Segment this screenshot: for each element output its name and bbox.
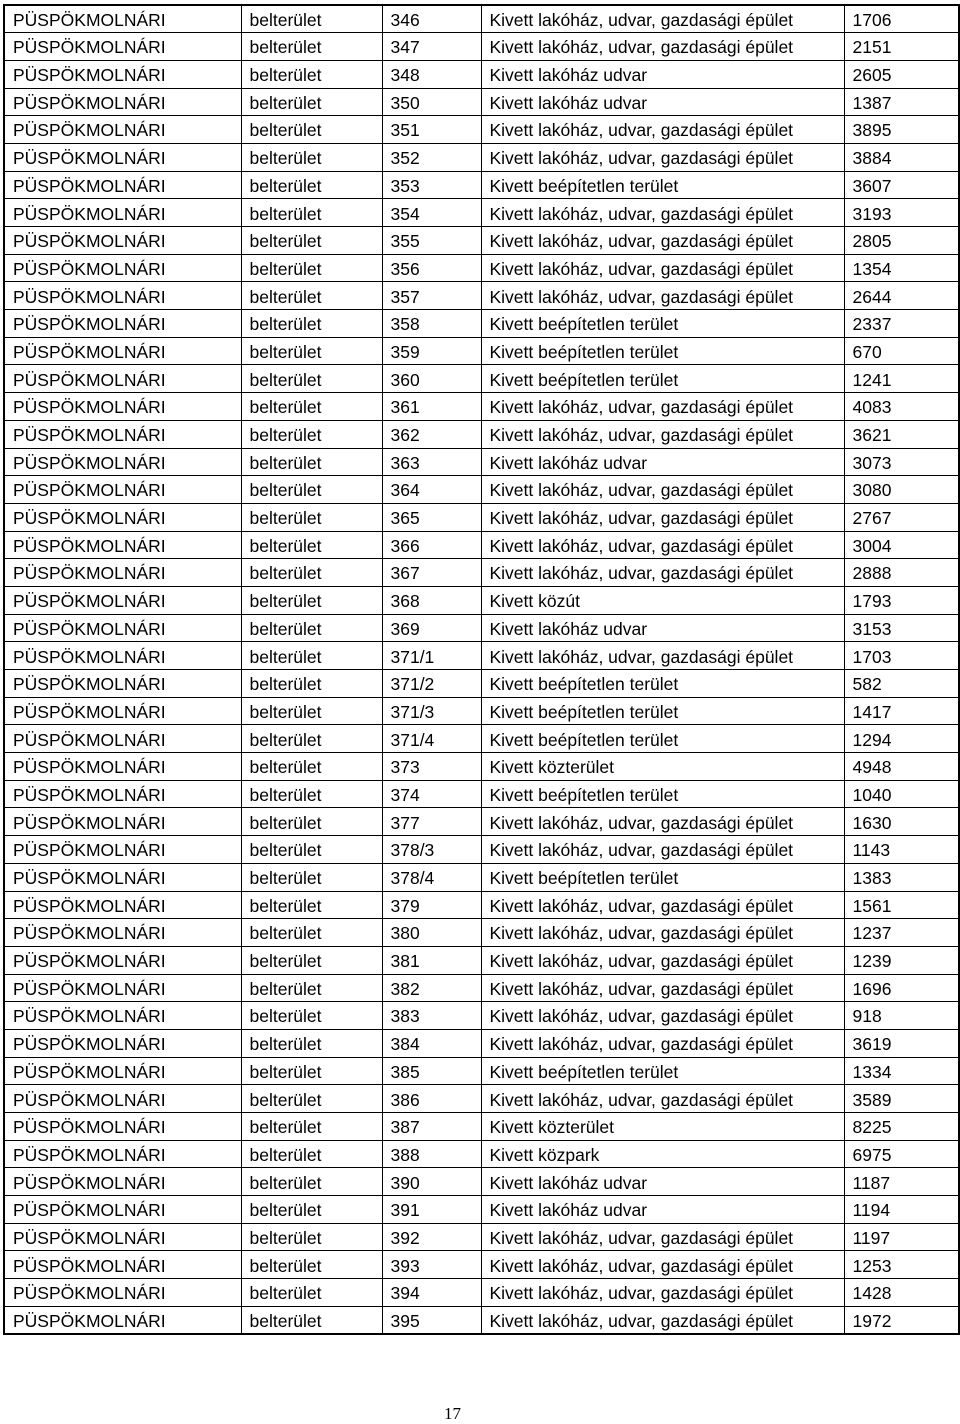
table-row [4, 1140, 959, 1168]
table-row [4, 1085, 959, 1113]
land-use-cell: Kivett lakóház, udvar, gazdasági épület [481, 1279, 844, 1307]
settlement-cell: PÜSPÖKMOLNÁRI [4, 476, 241, 504]
parcel-table-body [4, 5, 959, 1334]
land-use-cell: Kivett beépítetlen terület [481, 725, 844, 753]
size-cell: 2767 [844, 503, 959, 531]
table-row [4, 310, 959, 338]
parcel-number-cell: 354 [382, 199, 481, 227]
parcel-number-cell: 368 [382, 586, 481, 614]
size-cell: 3073 [844, 448, 959, 476]
table-row [4, 1196, 959, 1224]
settlement-cell: PÜSPÖKMOLNÁRI [4, 780, 241, 808]
size-cell: 8225 [844, 1113, 959, 1141]
land-use-cell: Kivett beépítetlen terület [481, 337, 844, 365]
settlement-cell: PÜSPÖKMOLNÁRI [4, 919, 241, 947]
area-type-cell: belterület [241, 1029, 382, 1057]
settlement-cell: PÜSPÖKMOLNÁRI [4, 753, 241, 781]
table-row [4, 1279, 959, 1307]
settlement-cell: PÜSPÖKMOLNÁRI [4, 1306, 241, 1334]
parcel-number-cell: 377 [382, 808, 481, 836]
parcel-number-cell: 371/3 [382, 697, 481, 725]
parcel-number-cell: 384 [382, 1029, 481, 1057]
land-use-cell: Kivett lakóház, udvar, gazdasági épület [481, 1085, 844, 1113]
settlement-cell: PÜSPÖKMOLNÁRI [4, 808, 241, 836]
size-cell: 1187 [844, 1168, 959, 1196]
settlement-cell: PÜSPÖKMOLNÁRI [4, 1223, 241, 1251]
size-cell: 1040 [844, 780, 959, 808]
parcel-number-cell: 386 [382, 1085, 481, 1113]
area-type-cell: belterület [241, 199, 382, 227]
size-cell: 1253 [844, 1251, 959, 1279]
area-type-cell: belterület [241, 836, 382, 864]
size-cell: 1793 [844, 586, 959, 614]
area-type-cell: belterület [241, 88, 382, 116]
parcel-number-cell: 385 [382, 1057, 481, 1085]
settlement-cell: PÜSPÖKMOLNÁRI [4, 1085, 241, 1113]
size-cell: 1630 [844, 808, 959, 836]
settlement-cell: PÜSPÖKMOLNÁRI [4, 5, 241, 33]
settlement-cell: PÜSPÖKMOLNÁRI [4, 254, 241, 282]
table-row [4, 337, 959, 365]
table-row [4, 725, 959, 753]
area-type-cell: belterület [241, 670, 382, 698]
table-row [4, 60, 959, 88]
page-number: 17 [444, 1404, 461, 1423]
settlement-cell: PÜSPÖKMOLNÁRI [4, 420, 241, 448]
land-use-cell: Kivett lakóház, udvar, gazdasági épület [481, 5, 844, 33]
land-use-cell: Kivett beépítetlen terület [481, 1057, 844, 1085]
area-type-cell: belterület [241, 1140, 382, 1168]
land-use-cell: Kivett közút [481, 586, 844, 614]
table-row [4, 393, 959, 421]
parcel-number-cell: 373 [382, 753, 481, 781]
table-row [4, 863, 959, 891]
area-type-cell: belterület [241, 1223, 382, 1251]
settlement-cell: PÜSPÖKMOLNÁRI [4, 33, 241, 61]
size-cell: 2644 [844, 282, 959, 310]
land-use-cell: Kivett lakóház, udvar, gazdasági épület [481, 393, 844, 421]
settlement-cell: PÜSPÖKMOLNÁRI [4, 697, 241, 725]
land-use-cell: Kivett lakóház, udvar, gazdasági épület [481, 503, 844, 531]
size-cell: 3884 [844, 143, 959, 171]
area-type-cell: belterület [241, 476, 382, 504]
land-use-cell: Kivett lakóház udvar [481, 448, 844, 476]
table-row [4, 1306, 959, 1334]
parcel-number-cell: 394 [382, 1279, 481, 1307]
area-type-cell: belterület [241, 753, 382, 781]
area-type-cell: belterület [241, 1279, 382, 1307]
table-row [4, 1168, 959, 1196]
table-row [4, 227, 959, 255]
table-row [4, 559, 959, 587]
area-type-cell: belterület [241, 393, 382, 421]
land-use-cell: Kivett lakóház, udvar, gazdasági épület [481, 254, 844, 282]
area-type-cell: belterület [241, 143, 382, 171]
area-type-cell: belterület [241, 227, 382, 255]
table-row [4, 1029, 959, 1057]
size-cell: 3080 [844, 476, 959, 504]
parcel-number-cell: 392 [382, 1223, 481, 1251]
land-use-cell: Kivett lakóház, udvar, gazdasági épület [481, 1306, 844, 1334]
area-type-cell: belterület [241, 365, 382, 393]
size-cell: 1239 [844, 946, 959, 974]
area-type-cell: belterület [241, 1168, 382, 1196]
parcel-number-cell: 361 [382, 393, 481, 421]
size-cell: 4083 [844, 393, 959, 421]
settlement-cell: PÜSPÖKMOLNÁRI [4, 393, 241, 421]
land-use-cell: Kivett lakóház, udvar, gazdasági épület [481, 891, 844, 919]
parcel-number-cell: 363 [382, 448, 481, 476]
size-cell: 3607 [844, 171, 959, 199]
parcel-number-cell: 388 [382, 1140, 481, 1168]
area-type-cell: belterület [241, 725, 382, 753]
parcel-number-cell: 382 [382, 974, 481, 1002]
land-use-cell: Kivett lakóház udvar [481, 614, 844, 642]
table-row [4, 670, 959, 698]
table-row [4, 1251, 959, 1279]
area-type-cell: belterület [241, 1085, 382, 1113]
area-type-cell: belterület [241, 337, 382, 365]
size-cell: 1197 [844, 1223, 959, 1251]
table-row [4, 1113, 959, 1141]
area-type-cell: belterület [241, 282, 382, 310]
land-use-cell: Kivett lakóház, udvar, gazdasági épület [481, 642, 844, 670]
parcel-number-cell: 358 [382, 310, 481, 338]
settlement-cell: PÜSPÖKMOLNÁRI [4, 310, 241, 338]
parcel-number-cell: 380 [382, 919, 481, 947]
settlement-cell: PÜSPÖKMOLNÁRI [4, 1057, 241, 1085]
size-cell: 1696 [844, 974, 959, 1002]
size-cell: 2805 [844, 227, 959, 255]
area-type-cell: belterület [241, 559, 382, 587]
land-use-cell: Kivett közterület [481, 753, 844, 781]
size-cell: 670 [844, 337, 959, 365]
settlement-cell: PÜSPÖKMOLNÁRI [4, 586, 241, 614]
area-type-cell: belterület [241, 310, 382, 338]
settlement-cell: PÜSPÖKMOLNÁRI [4, 199, 241, 227]
area-type-cell: belterület [241, 531, 382, 559]
parcel-number-cell: 356 [382, 254, 481, 282]
table-row [4, 1002, 959, 1030]
area-type-cell: belterület [241, 1251, 382, 1279]
size-cell: 582 [844, 670, 959, 698]
settlement-cell: PÜSPÖKMOLNÁRI [4, 116, 241, 144]
area-type-cell: belterület [241, 254, 382, 282]
settlement-cell: PÜSPÖKMOLNÁRI [4, 448, 241, 476]
settlement-cell: PÜSPÖKMOLNÁRI [4, 60, 241, 88]
area-type-cell: belterület [241, 586, 382, 614]
parcel-number-cell: 383 [382, 1002, 481, 1030]
parcel-number-cell: 347 [382, 33, 481, 61]
land-use-cell: Kivett lakóház, udvar, gazdasági épület [481, 974, 844, 1002]
settlement-cell: PÜSPÖKMOLNÁRI [4, 171, 241, 199]
parcel-number-cell: 391 [382, 1196, 481, 1224]
settlement-cell: PÜSPÖKMOLNÁRI [4, 1029, 241, 1057]
settlement-cell: PÜSPÖKMOLNÁRI [4, 1168, 241, 1196]
table-row [4, 143, 959, 171]
parcel-number-cell: 367 [382, 559, 481, 587]
size-cell: 3153 [844, 614, 959, 642]
settlement-cell: PÜSPÖKMOLNÁRI [4, 227, 241, 255]
table-row [4, 642, 959, 670]
land-use-cell: Kivett lakóház, udvar, gazdasági épület [481, 420, 844, 448]
settlement-cell: PÜSPÖKMOLNÁRI [4, 1279, 241, 1307]
area-type-cell: belterület [241, 420, 382, 448]
table-row [4, 171, 959, 199]
settlement-cell: PÜSPÖKMOLNÁRI [4, 88, 241, 116]
parcel-number-cell: 371/2 [382, 670, 481, 698]
table-row [4, 448, 959, 476]
parcel-number-cell: 378/4 [382, 863, 481, 891]
settlement-cell: PÜSPÖKMOLNÁRI [4, 1113, 241, 1141]
parcel-number-cell: 353 [382, 171, 481, 199]
size-cell: 1194 [844, 1196, 959, 1224]
settlement-cell: PÜSPÖKMOLNÁRI [4, 642, 241, 670]
settlement-cell: PÜSPÖKMOLNÁRI [4, 863, 241, 891]
parcel-number-cell: 395 [382, 1306, 481, 1334]
parcel-number-cell: 381 [382, 946, 481, 974]
size-cell: 1143 [844, 836, 959, 864]
settlement-cell: PÜSPÖKMOLNÁRI [4, 365, 241, 393]
size-cell: 3895 [844, 116, 959, 144]
land-use-cell: Kivett lakóház udvar [481, 1196, 844, 1224]
table-row [4, 33, 959, 61]
land-use-cell: Kivett lakóház udvar [481, 60, 844, 88]
area-type-cell: belterület [241, 697, 382, 725]
area-type-cell: belterület [241, 503, 382, 531]
size-cell: 1334 [844, 1057, 959, 1085]
land-use-cell: Kivett beépítetlen terület [481, 171, 844, 199]
size-cell: 1561 [844, 891, 959, 919]
area-type-cell: belterület [241, 5, 382, 33]
parcel-number-cell: 355 [382, 227, 481, 255]
settlement-cell: PÜSPÖKMOLNÁRI [4, 143, 241, 171]
parcel-number-cell: 378/3 [382, 836, 481, 864]
land-use-cell: Kivett lakóház, udvar, gazdasági épület [481, 919, 844, 947]
size-cell: 3589 [844, 1085, 959, 1113]
parcel-number-cell: 387 [382, 1113, 481, 1141]
area-type-cell: belterület [241, 1002, 382, 1030]
size-cell: 1706 [844, 5, 959, 33]
settlement-cell: PÜSPÖKMOLNÁRI [4, 670, 241, 698]
area-type-cell: belterület [241, 863, 382, 891]
parcel-number-cell: 371/1 [382, 642, 481, 670]
area-type-cell: belterület [241, 614, 382, 642]
size-cell: 2888 [844, 559, 959, 587]
table-row [4, 780, 959, 808]
settlement-cell: PÜSPÖKMOLNÁRI [4, 531, 241, 559]
table-row [4, 808, 959, 836]
size-cell: 1703 [844, 642, 959, 670]
table-row [4, 254, 959, 282]
area-type-cell: belterület [241, 974, 382, 1002]
settlement-cell: PÜSPÖKMOLNÁRI [4, 559, 241, 587]
settlement-cell: PÜSPÖKMOLNÁRI [4, 337, 241, 365]
settlement-cell: PÜSPÖKMOLNÁRI [4, 503, 241, 531]
land-use-cell: Kivett lakóház, udvar, gazdasági épület [481, 1223, 844, 1251]
size-cell: 6975 [844, 1140, 959, 1168]
parcel-number-cell: 346 [382, 5, 481, 33]
settlement-cell: PÜSPÖKMOLNÁRI [4, 1196, 241, 1224]
size-cell: 3004 [844, 531, 959, 559]
parcel-number-cell: 360 [382, 365, 481, 393]
area-type-cell: belterület [241, 1113, 382, 1141]
size-cell: 1294 [844, 725, 959, 753]
area-type-cell: belterület [241, 171, 382, 199]
size-cell: 1428 [844, 1279, 959, 1307]
land-use-cell: Kivett közpark [481, 1140, 844, 1168]
settlement-cell: PÜSPÖKMOLNÁRI [4, 725, 241, 753]
table-row [4, 753, 959, 781]
size-cell: 1972 [844, 1306, 959, 1334]
land-use-cell: Kivett lakóház, udvar, gazdasági épület [481, 476, 844, 504]
area-type-cell: belterület [241, 780, 382, 808]
table-row [4, 476, 959, 504]
land-use-cell: Kivett lakóház, udvar, gazdasági épület [481, 143, 844, 171]
settlement-cell: PÜSPÖKMOLNÁRI [4, 1251, 241, 1279]
size-cell: 1387 [844, 88, 959, 116]
land-use-cell: Kivett lakóház udvar [481, 88, 844, 116]
size-cell: 3193 [844, 199, 959, 227]
table-row [4, 614, 959, 642]
size-cell: 2151 [844, 33, 959, 61]
table-row [4, 891, 959, 919]
table-row [4, 1057, 959, 1085]
table-row [4, 199, 959, 227]
land-use-cell: Kivett beépítetlen terület [481, 697, 844, 725]
parcel-number-cell: 365 [382, 503, 481, 531]
settlement-cell: PÜSPÖKMOLNÁRI [4, 614, 241, 642]
parcel-number-cell: 379 [382, 891, 481, 919]
land-use-cell: Kivett lakóház, udvar, gazdasági épület [481, 282, 844, 310]
parcel-number-cell: 366 [382, 531, 481, 559]
parcel-number-cell: 369 [382, 614, 481, 642]
table-row [4, 420, 959, 448]
parcel-table [3, 4, 960, 1335]
table-row [4, 282, 959, 310]
area-type-cell: belterület [241, 1306, 382, 1334]
area-type-cell: belterület [241, 60, 382, 88]
land-use-cell: Kivett lakóház, udvar, gazdasági épület [481, 1251, 844, 1279]
land-use-cell: Kivett lakóház, udvar, gazdasági épület [481, 559, 844, 587]
table-row [4, 946, 959, 974]
land-use-cell: Kivett beépítetlen terület [481, 670, 844, 698]
area-type-cell: belterület [241, 448, 382, 476]
land-use-cell: Kivett lakóház, udvar, gazdasági épület [481, 836, 844, 864]
parcel-number-cell: 359 [382, 337, 481, 365]
area-type-cell: belterület [241, 116, 382, 144]
land-use-cell: Kivett lakóház, udvar, gazdasági épület [481, 1002, 844, 1030]
area-type-cell: belterület [241, 33, 382, 61]
land-use-cell: Kivett lakóház, udvar, gazdasági épület [481, 116, 844, 144]
land-use-cell: Kivett lakóház, udvar, gazdasági épület [481, 808, 844, 836]
size-cell: 918 [844, 1002, 959, 1030]
parcel-number-cell: 374 [382, 780, 481, 808]
parcel-number-cell: 364 [382, 476, 481, 504]
settlement-cell: PÜSPÖKMOLNÁRI [4, 974, 241, 1002]
parcel-number-cell: 390 [382, 1168, 481, 1196]
area-type-cell: belterület [241, 919, 382, 947]
land-use-cell: Kivett lakóház, udvar, gazdasági épület [481, 199, 844, 227]
land-use-cell: Kivett beépítetlen terület [481, 365, 844, 393]
land-use-cell: Kivett lakóház, udvar, gazdasági épület [481, 531, 844, 559]
size-cell: 1383 [844, 863, 959, 891]
settlement-cell: PÜSPÖKMOLNÁRI [4, 282, 241, 310]
size-cell: 1237 [844, 919, 959, 947]
table-row [4, 974, 959, 1002]
land-use-cell: Kivett lakóház, udvar, gazdasági épület [481, 33, 844, 61]
settlement-cell: PÜSPÖKMOLNÁRI [4, 946, 241, 974]
area-type-cell: belterület [241, 642, 382, 670]
table-row [4, 919, 959, 947]
table-row [4, 365, 959, 393]
parcel-number-cell: 393 [382, 1251, 481, 1279]
area-type-cell: belterület [241, 1057, 382, 1085]
parcel-number-cell: 351 [382, 116, 481, 144]
land-use-cell: Kivett közterület [481, 1113, 844, 1141]
size-cell: 3619 [844, 1029, 959, 1057]
land-use-cell: Kivett beépítetlen terület [481, 780, 844, 808]
table-row [4, 5, 959, 33]
area-type-cell: belterület [241, 946, 382, 974]
land-use-cell: Kivett lakóház, udvar, gazdasági épület [481, 1029, 844, 1057]
land-use-cell: Kivett beépítetlen terület [481, 863, 844, 891]
settlement-cell: PÜSPÖKMOLNÁRI [4, 1002, 241, 1030]
table-row [4, 697, 959, 725]
land-use-cell: Kivett lakóház, udvar, gazdasági épület [481, 227, 844, 255]
table-row [4, 586, 959, 614]
parcel-number-cell: 371/4 [382, 725, 481, 753]
size-cell: 4948 [844, 753, 959, 781]
size-cell: 1417 [844, 697, 959, 725]
table-row [4, 88, 959, 116]
parcel-number-cell: 348 [382, 60, 481, 88]
area-type-cell: belterület [241, 891, 382, 919]
table-row [4, 116, 959, 144]
table-row [4, 1223, 959, 1251]
table-row [4, 503, 959, 531]
parcel-number-cell: 362 [382, 420, 481, 448]
settlement-cell: PÜSPÖKMOLNÁRI [4, 836, 241, 864]
land-use-cell: Kivett lakóház udvar [481, 1168, 844, 1196]
table-row [4, 836, 959, 864]
parcel-number-cell: 350 [382, 88, 481, 116]
table-row [4, 531, 959, 559]
parcel-number-cell: 357 [382, 282, 481, 310]
settlement-cell: PÜSPÖKMOLNÁRI [4, 1140, 241, 1168]
parcel-number-cell: 352 [382, 143, 481, 171]
area-type-cell: belterület [241, 1196, 382, 1224]
land-use-cell: Kivett lakóház, udvar, gazdasági épület [481, 946, 844, 974]
size-cell: 1241 [844, 365, 959, 393]
settlement-cell: PÜSPÖKMOLNÁRI [4, 891, 241, 919]
area-type-cell: belterület [241, 808, 382, 836]
land-use-cell: Kivett beépítetlen terület [481, 310, 844, 338]
size-cell: 2337 [844, 310, 959, 338]
size-cell: 1354 [844, 254, 959, 282]
size-cell: 3621 [844, 420, 959, 448]
size-cell: 2605 [844, 60, 959, 88]
